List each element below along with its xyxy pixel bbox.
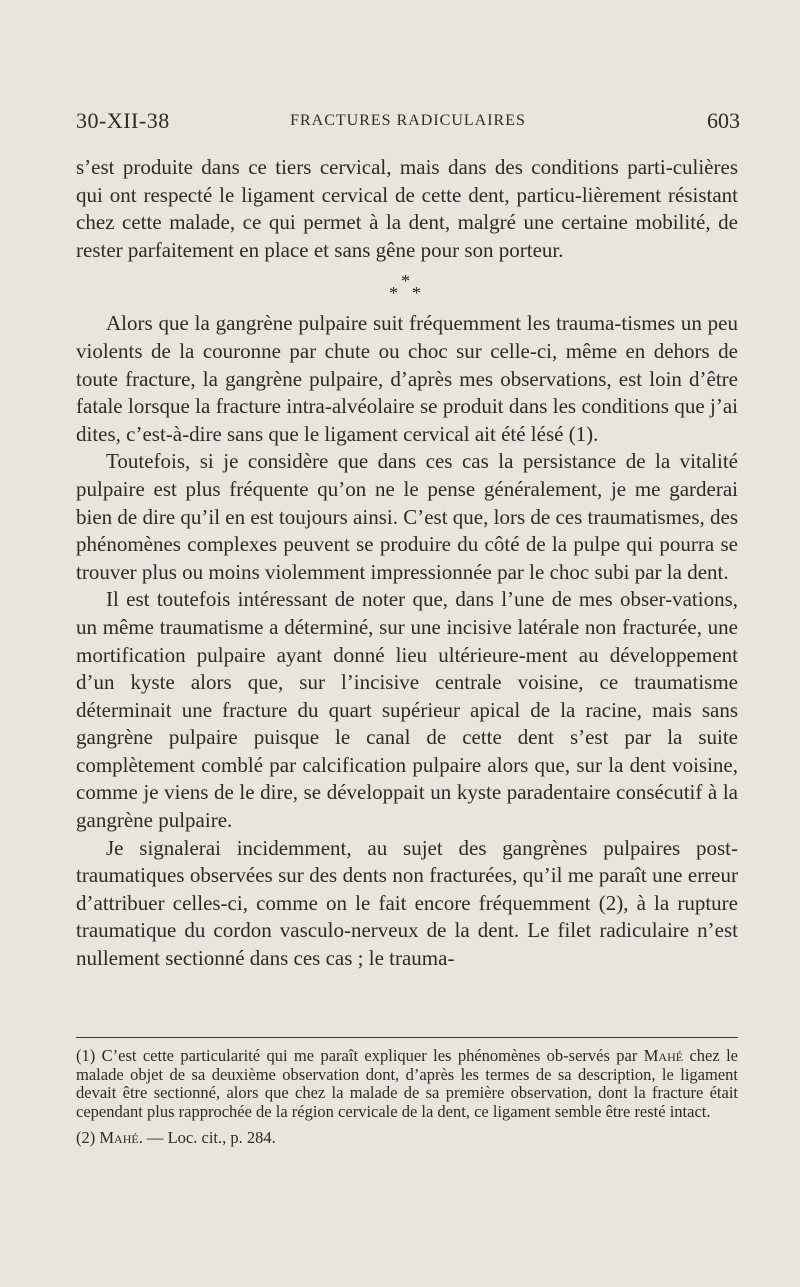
asterism-star-right: * (412, 283, 421, 304)
footnote-1-author: Mahé (643, 1046, 684, 1065)
asterism-star-left: * (389, 283, 398, 304)
paragraph-1: s’est produite dans ce tiers cervical, mais dans des conditions parti-culières qui ont respecté le ligament cervical de cette dent, particu-lièrement résistant chez cette malade, ce qui permet à la dent, malgré une certaine mobilité, de rester parfaitement en place et sans gêne pour son porteur. (76, 155, 738, 262)
paragraph-3: Toutefois, si je considère que dans ces cas la persistance de la vitalité pulpaire est plus fréquente qu’on ne le pense généralement, je me garderai bien de dire qu’il en est toujours ainsi. C’est que, lors de ces traumatismes, des phénomènes complexes peuvent se produire du côté de la pulpe qui pourra se trouver plus ou moins violemment impressionnée par le choc subi par la dent. (76, 449, 738, 584)
header-date: 30-XII-38 (76, 108, 170, 133)
paragraph-4: Il est toutefois intéressant de noter que, dans l’une de mes obser-vations, un même traumatisme a déterminé, sur une incisive latérale non fracturée, une mortification pulpaire ayant donné lieu ultérieure-ment au développement d’un kyste alors que, sur l’incisive centrale voisine, ce traumatisme déterminait une fracture du quart supérieur apical de la racine, mais sans gangrène pulpaire puisque le canal de cette dent s’est par la suite complètement comblé par calcification pulpaire alors que, sur la dent voisine, comme je viens de le dire, se développait un kyste paradentaire consécutif à la gangrène pulpaire. (76, 587, 738, 833)
paragraph-2: Alors que la gangrène pulpaire suit fréquemment les trauma-tismes un peu violents de la couronne par chute ou choc sur celle-ci, même en dehors de toute fracture, la gangrène pulpaire, d’après mes observations, est loin d’être fatale lorsque la fracture intra-alvéolaire se produit dans les conditions que j’ai dites, c’est-à-dire sans que le ligament cervical ait été lésé (1). (76, 311, 738, 446)
footnote-1 (76, 1047, 738, 1121)
footnote-rule (76, 1037, 738, 1038)
footnote-2-text-b: . — Loc. cit., p. 284. (138, 1128, 276, 1147)
page-number: 603 (707, 108, 740, 133)
asterism-divider (76, 264, 738, 310)
paragraph-5: Je signalerai incidemment, au sujet des gangrènes pulpaires post-traumatiques observées sur des dents non fracturées, qu’il me paraît une erreur d’attribuer celles-ci, comme on le fait encore fréquemment (2), à la rupture traumatique du cordon vasculo-nerveux de la dent. Le filet radiculaire n’est nullement sectionné dans ces cas ; le trauma- (76, 835, 738, 971)
footnote-2-author: Mahé (99, 1128, 139, 1147)
running-title: FRACTURES RADICULAIRES (290, 112, 526, 129)
footnotes (76, 1047, 738, 1148)
footnote-1-text-a: (1) C’est cette particularité qui me paraît expliquer les phénomènes ob-servés par (76, 1046, 644, 1065)
footnote-2 (76, 1129, 738, 1148)
footnote-2-text-a: (2) (76, 1128, 100, 1147)
asterism-star-top: * (401, 271, 410, 292)
footnote-1-text-b: chez le malade objet de sa deuxième observation dont, d’après les termes de sa description, le ligament devait être sectionné, alors que chez la malade de sa première observation, dont la fracture était cependant plus rapprochée de la région cervicale de la dent, ce ligament semble être resté intact. (76, 1046, 738, 1121)
running-header (76, 108, 740, 142)
main-text (76, 154, 738, 973)
